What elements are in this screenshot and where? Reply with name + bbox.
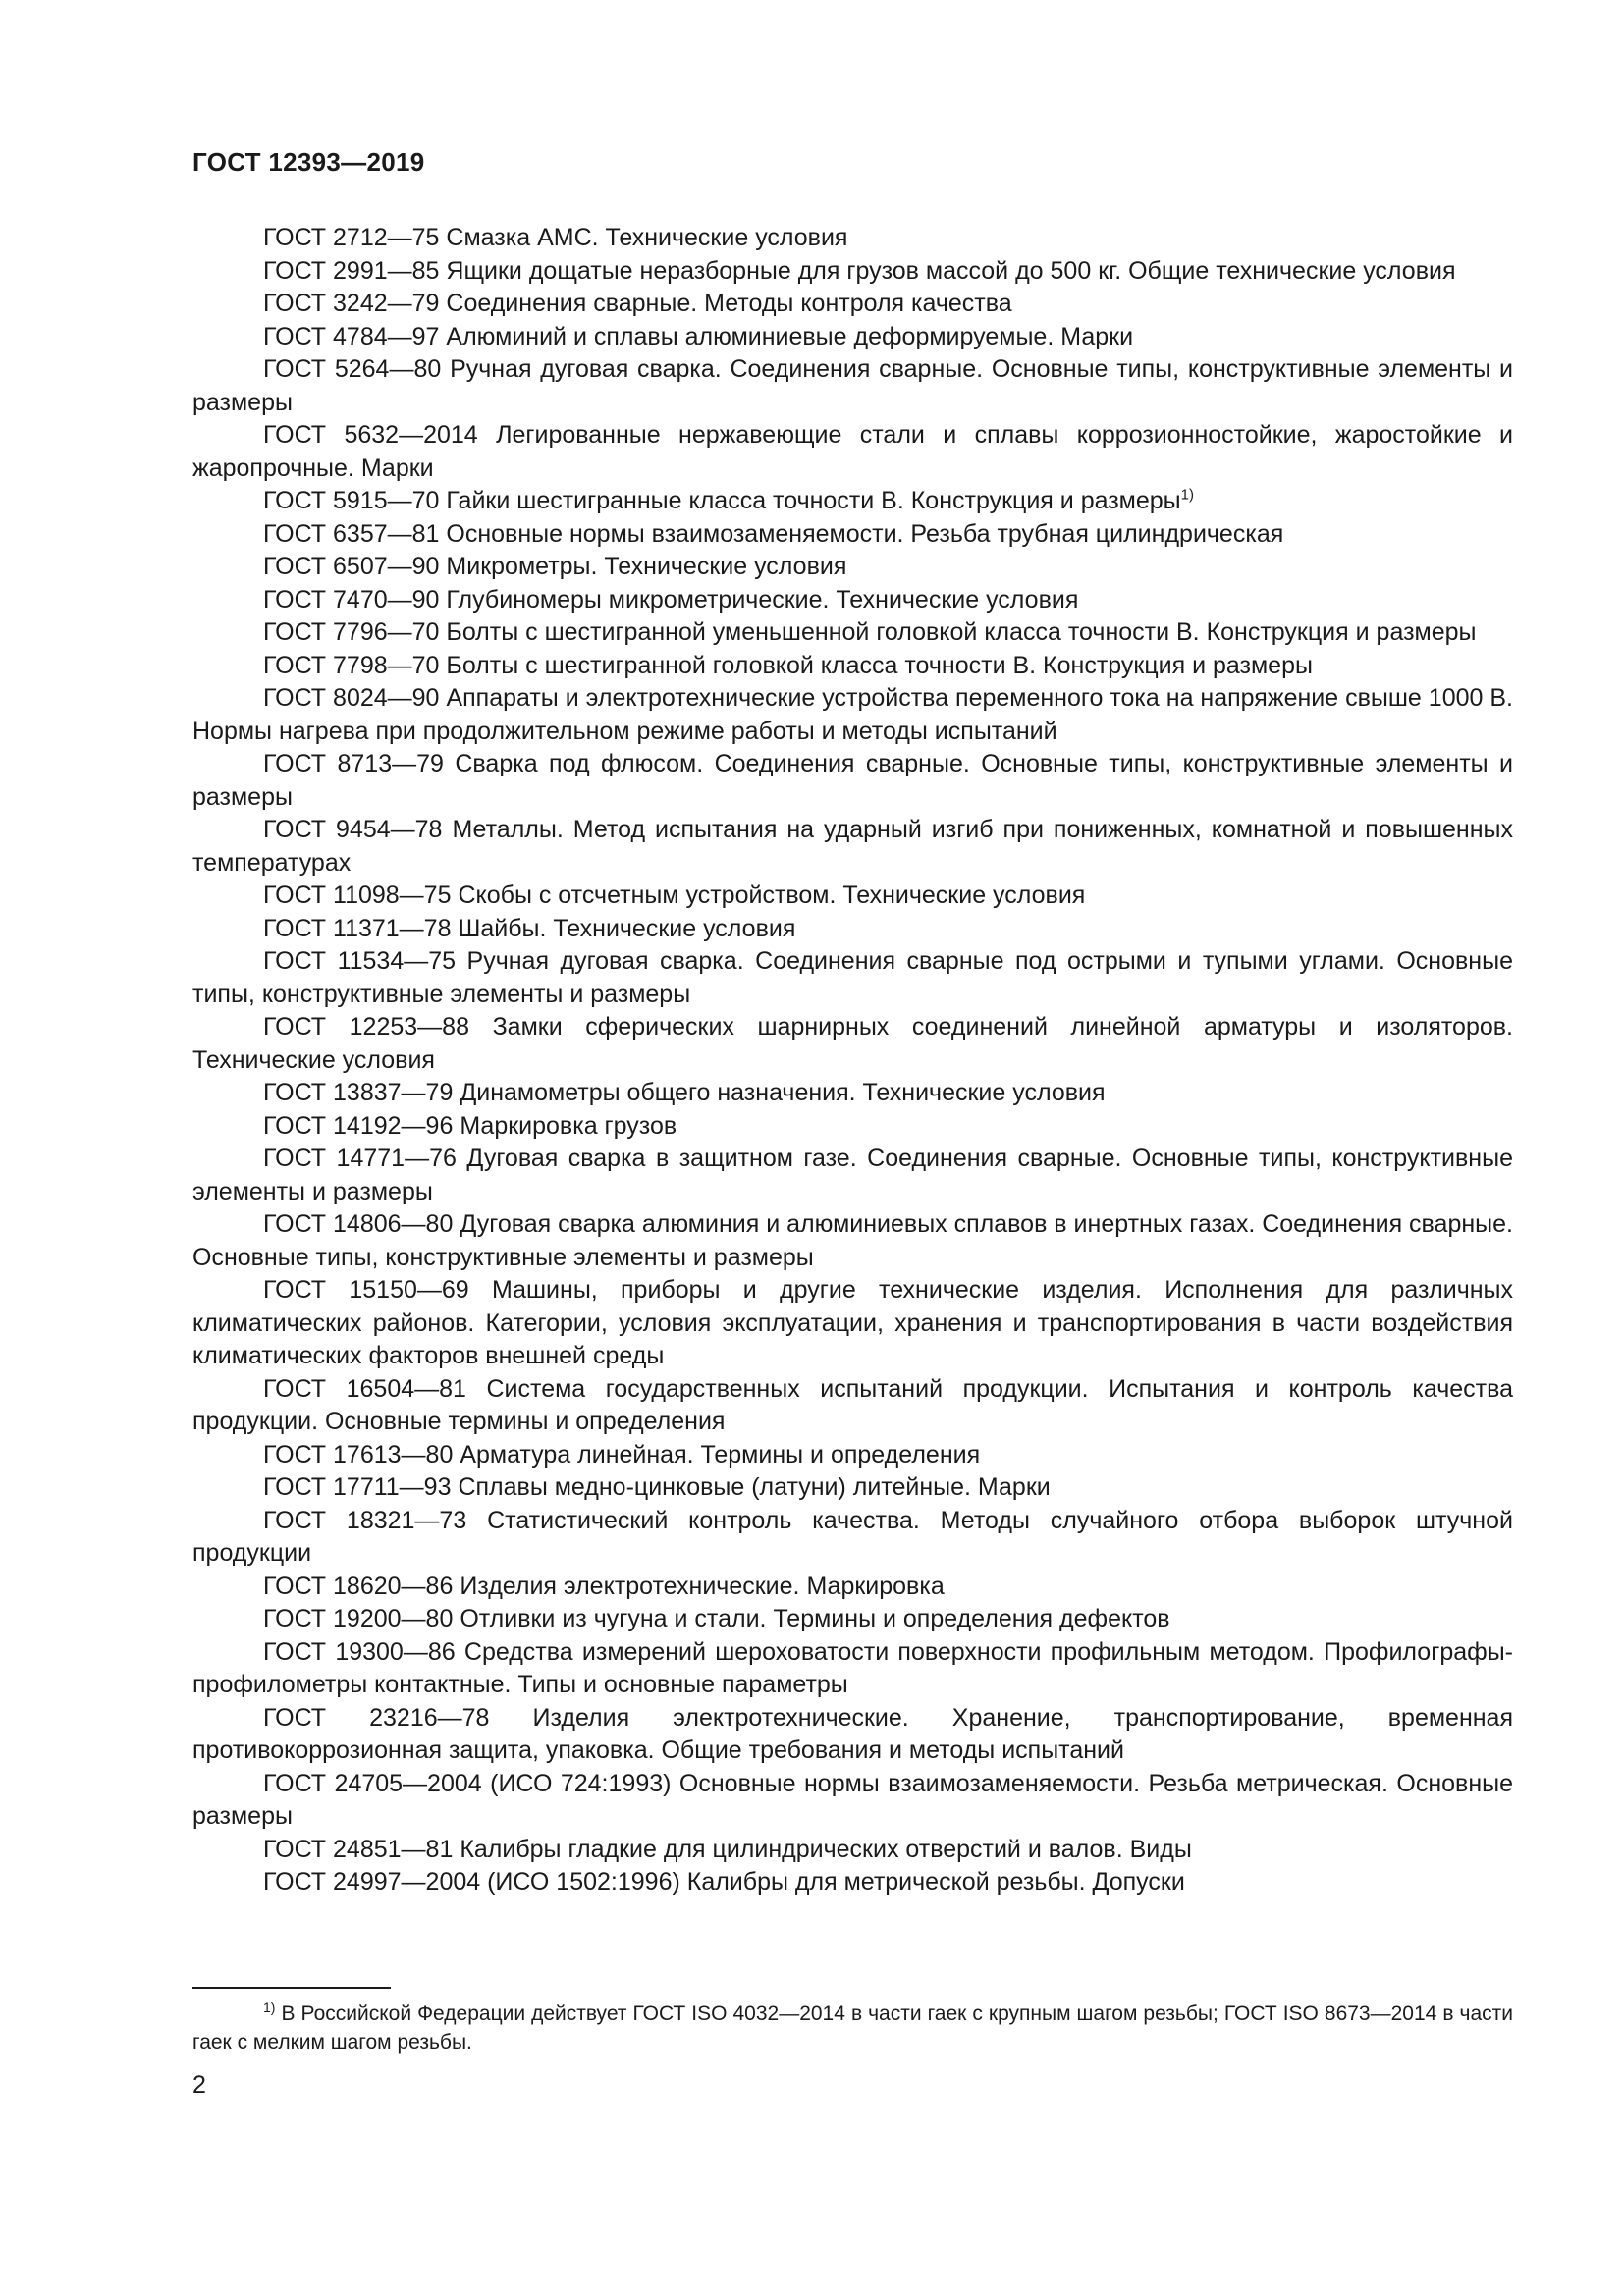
reference-item xyxy=(192,1373,1513,1439)
reference-code: ГОСТ 3242—79 xyxy=(263,290,440,317)
reference-code: ГОСТ 18321—73 xyxy=(263,1506,467,1534)
reference-title: Машины, приборы и другие технические изделия. Исполнения для различных климатических районов. Категории, условия эксплуатации, хранения и транспортирования в части воздействия климатических факторов внешней среды xyxy=(192,1276,1513,1369)
reference-title: Основные нормы взаимозаменяемости. Резьба метрическая. Основные размеры xyxy=(192,1769,1513,1830)
reference-code: ГОСТ 5632—2014 xyxy=(263,421,478,449)
reference-item xyxy=(192,880,1513,913)
reference-title: Болты с шестигранной уменьшенной головкой класса точности В. Конструкция и размеры xyxy=(446,618,1477,646)
reference-title: Изделия электротехнические. Маркировка xyxy=(460,1572,945,1600)
reference-code: ГОСТ 19200—80 xyxy=(263,1605,454,1632)
reference-item xyxy=(192,616,1513,650)
reference-code: ГОСТ 14806—80 xyxy=(263,1210,454,1238)
reference-title: Ящики дощатые неразборные для грузов массой до 500 кг. Общие технические условия xyxy=(446,256,1456,285)
reference-code: ГОСТ 23216—78 xyxy=(263,1703,490,1732)
reference-title: Отливки из чугуна и стали. Термины и определения дефектов xyxy=(460,1605,1170,1632)
reference-code: ГОСТ 15150—69 xyxy=(263,1276,469,1304)
reference-code: ГОСТ 24997—2004 (ИСО 1502:1996) xyxy=(263,1868,680,1896)
reference-code: ГОСТ 8024—90 xyxy=(263,684,440,712)
reference-code: ГОСТ 7798—70 xyxy=(263,651,440,679)
reference-item xyxy=(192,1702,1513,1768)
reference-title: Основные нормы взаимозаменяемости. Резьба трубная цилиндрическая xyxy=(446,519,1284,548)
reference-title: Скобы с отсчетным устройством. Технические условия xyxy=(458,881,1086,909)
reference-item xyxy=(192,584,1513,617)
reference-item xyxy=(192,1208,1513,1274)
reference-code: ГОСТ 4784—97 xyxy=(263,322,440,350)
footnote-text xyxy=(192,2000,1513,2056)
reference-title: Гайки шестигранные класса точности В. Конструкция и размеры xyxy=(446,487,1181,514)
reference-item xyxy=(192,1143,1513,1208)
reference-item xyxy=(192,1603,1513,1636)
reference-title: Микрометры. Технические условия xyxy=(446,553,847,580)
reference-item xyxy=(192,814,1513,880)
footnote-separator xyxy=(192,1987,391,1989)
reference-item xyxy=(192,913,1513,946)
reference-code: ГОСТ 7796—70 xyxy=(263,618,440,646)
reference-item xyxy=(192,419,1513,485)
reference-code: ГОСТ 12253—88 xyxy=(263,1013,469,1041)
reference-title: Болты с шестигранной головкой класса точности В. Конструкция и размеры xyxy=(446,651,1313,679)
reference-code: ГОСТ 5915—70 xyxy=(263,487,440,514)
reference-title: Алюминий и сплавы алюминиевые деформируемые. Марки xyxy=(446,322,1134,350)
reference-item xyxy=(192,321,1513,354)
reference-code: ГОСТ 6357—81 xyxy=(263,519,440,548)
reference-item xyxy=(192,1768,1513,1834)
reference-title: Замки сферических шарнирных соединений линейной арматуры и изоляторов. Технические условия xyxy=(192,1013,1513,1074)
reference-title: Арматура линейная. Термины и определения xyxy=(460,1440,981,1468)
reference-title: Соединения сварные. Методы контроля качества xyxy=(446,290,1012,317)
reference-item xyxy=(192,945,1513,1011)
reference-item xyxy=(192,1110,1513,1144)
footnote xyxy=(192,2000,1513,2056)
reference-code: ГОСТ 14771—76 xyxy=(263,1145,457,1172)
reference-code: ГОСТ 11098—75 xyxy=(263,881,452,909)
reference-item xyxy=(192,255,1513,289)
footnote-body: В Российской Федерации действует ГОСТ ISO 4032—2014 в части гаек с крупным шагом резьбы; ГОСТ ISO 8673—2014 в части гаек с мелким шагом резьбы. xyxy=(192,2002,1513,2054)
reference-item xyxy=(192,1636,1513,1702)
reference-code: ГОСТ 13837—79 xyxy=(263,1079,454,1106)
reference-title: Дуговая сварка в защитном газе. Соединения сварные. Основные типы, конструктивные элементы и размеры xyxy=(192,1145,1513,1205)
footnote-reference-mark: 1) xyxy=(1180,486,1194,504)
reference-title: Динамометры общего назначения. Технические условия xyxy=(460,1079,1106,1106)
reference-code: ГОСТ 8713—79 xyxy=(263,750,444,777)
reference-code: ГОСТ 16504—81 xyxy=(263,1374,466,1403)
reference-title: Статистический контроль качества. Методы случайного отбора выборок штучной продукции xyxy=(192,1506,1513,1567)
reference-title: Аппараты и электротехнические устройства переменного тока на напряжение свыше 1000 В. Нормы нагрева при продолжительном режиме работы и методы испытаний xyxy=(192,684,1513,745)
normative-references-list xyxy=(192,222,1513,1899)
reference-code: ГОСТ 24705—2004 (ИСО 724:1993) xyxy=(263,1769,672,1797)
reference-item xyxy=(192,1505,1513,1571)
reference-title: Легированные нержавеющие стали и сплавы коррозионностойкие, жаростойкие и жаропрочные. Марки xyxy=(192,421,1513,482)
reference-code: ГОСТ 24851—81 xyxy=(263,1835,454,1863)
reference-code: ГОСТ 11534—75 xyxy=(263,947,457,975)
reference-code: ГОСТ 19300—86 xyxy=(263,1637,456,1666)
reference-title: Маркировка грузов xyxy=(460,1111,677,1140)
reference-item xyxy=(192,485,1513,518)
reference-title: Сплавы медно-цинковые (латуни) литейные. Марки xyxy=(458,1473,1051,1501)
reference-title: Средства измерений шероховатости поверхности профильным методом. Профилографы-профилометры контактные. Типы и основные параметры xyxy=(192,1637,1513,1698)
page-number: 2 xyxy=(192,2071,206,2099)
reference-item xyxy=(192,518,1513,552)
reference-item xyxy=(192,650,1513,683)
reference-code: ГОСТ 17711—93 xyxy=(263,1473,452,1501)
reference-code: ГОСТ 14192—96 xyxy=(263,1111,454,1140)
reference-code: ГОСТ 18620—86 xyxy=(263,1572,454,1600)
reference-code: ГОСТ 17613—80 xyxy=(263,1440,454,1468)
reference-title: Дуговая сварка алюминия и алюминиевых сплавов в инертных газах. Соединения сварные. Основные типы, конструктивные элементы и размеры xyxy=(192,1210,1513,1271)
reference-code: ГОСТ 6507—90 xyxy=(263,553,440,580)
reference-title: Металлы. Метод испытания на ударный изгиб при пониженных, комнатной и повышенных температурах xyxy=(192,816,1513,877)
page-header-doc-code: ГОСТ 12393—2019 xyxy=(192,147,425,177)
reference-item xyxy=(192,1439,1513,1472)
reference-item xyxy=(192,1274,1513,1373)
reference-code: ГОСТ 2712—75 xyxy=(263,224,440,251)
reference-code: ГОСТ 7470—90 xyxy=(263,585,440,614)
reference-item xyxy=(192,1571,1513,1604)
reference-item xyxy=(192,1866,1513,1899)
reference-title: Калибры гладкие для цилиндрических отверстий и валов. Виды xyxy=(460,1835,1192,1863)
reference-item xyxy=(192,551,1513,584)
reference-item xyxy=(192,1834,1513,1867)
reference-title: Система государственных испытаний продукции. Испытания и контроль качества продукции. Основные термины и определения xyxy=(192,1374,1513,1435)
reference-title: Глубиномеры микрометрические. Технические условия xyxy=(446,585,1079,614)
reference-title: Смазка АМС. Технические условия xyxy=(446,224,848,251)
reference-title: Ручная дуговая сварка. Соединения сварные под острыми и тупыми углами. Основные типы, конструктивные элементы и размеры xyxy=(192,947,1513,1008)
reference-item xyxy=(192,222,1513,255)
reference-code: ГОСТ 11371—78 xyxy=(263,914,452,942)
reference-item xyxy=(192,1077,1513,1110)
footnote-mark: 1) xyxy=(263,2000,276,2015)
reference-title: Шайбы. Технические условия xyxy=(458,914,796,942)
reference-title: Калибры для метрической резьбы. Допуски xyxy=(686,1868,1185,1896)
reference-title: Сварка под флюсом. Соединения сварные. Основные типы, конструктивные элементы и размеры xyxy=(192,750,1514,811)
reference-item xyxy=(192,748,1513,814)
reference-item xyxy=(192,1011,1513,1077)
reference-code: ГОСТ 2991—85 xyxy=(263,256,440,285)
reference-item xyxy=(192,682,1513,748)
reference-code: ГОСТ 9454—78 xyxy=(263,816,443,843)
reference-title: Изделия электротехнические. Хранение, транспортирование, временная противокоррозионная защита, упаковка. Общие требования и методы испытаний xyxy=(192,1703,1513,1764)
reference-item xyxy=(192,353,1513,419)
reference-code: ГОСТ 5264—80 xyxy=(263,355,442,383)
reference-title: Ручная дуговая сварка. Соединения сварные. Основные типы, конструктивные элементы и размеры xyxy=(192,355,1513,416)
reference-item xyxy=(192,1471,1513,1505)
reference-item xyxy=(192,288,1513,321)
